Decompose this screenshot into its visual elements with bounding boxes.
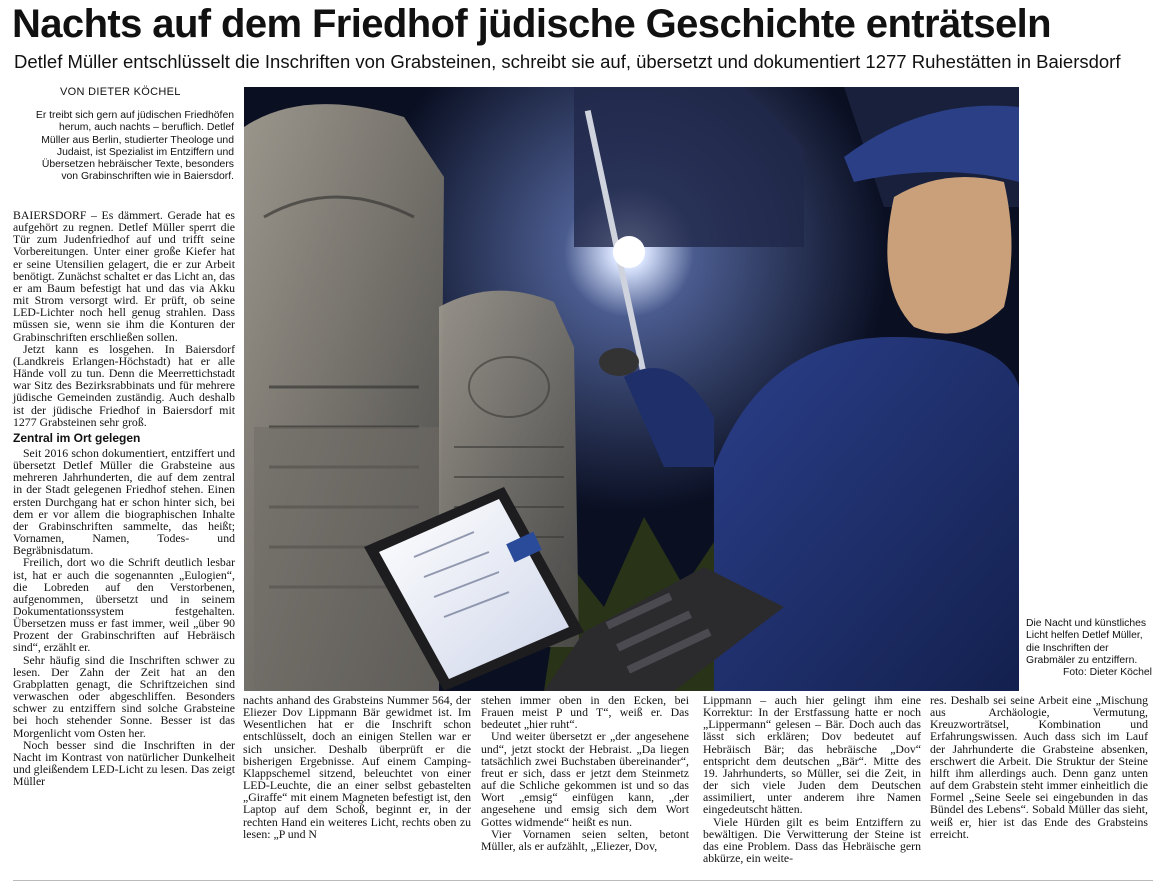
article-column-2 [243,694,471,840]
paragraph: res. Deshalb sei seine Arbeit eine „Mischung aus Archäologie, Vermutung, Kreuzworträtsel, Kombination und Erfahrungswissen. Auch dass sich im Lauf der Jahrhunderte die Grabsteine absenken, erschwert die Arbeit. Die Struktur der Steine hilft ihm allerdings auch. Denn ganz unten auf dem Grabstein steht immer einheitlich die Formel „Seine Seele sei eingebunden in das Bündel des Lebens“. Sobald Müller das sieht, weiß er, hier ist das Ende des Grabsteins erreicht. [930,693,1148,841]
byline: VON DIETER KÖCHEL [60,86,181,98]
paragraph: stehen immer oben in den Ecken, bei Frauen meist P und T“, weiß er. Das bedeutet „hier ruht“. [481,693,689,732]
article-column-5 [930,694,1148,840]
headline: Nachts auf dem Friedhof jüdische Geschichte enträtseln [12,2,1051,46]
article-column-4 [703,694,921,864]
paragraph: Vier Vornamen seien selten, betont Müller, als er aufzählt, „Eliezer, Dov, [481,826,689,853]
night-cemetery-photo [244,87,1019,691]
subheadline: Detlef Müller entschlüsselt die Inschriften von Grabsteinen, schreibt sie auf, übersetzt und dokumentiert 1277 Ruhestätten in Baiersdorf [14,51,1121,72]
article-column-3 [481,694,689,852]
bottom-rule [13,880,1153,881]
paragraph: Seit 2016 schon dokumentiert, entziffert und übersetzt Detlef Müller die Grabsteine aus mehreren Jahrhunderten, die auf dem zentral in der Stadt gelegenen Friedhof stehen. Einen ersten Durchgang hat er schon hinter sich, bei dem er vor allem die biographischen Inhalte der Grabinschriften sammelte, das heißt; Vornamen, Namen, Todes- und Begräbnisdatum. [13,445,235,558]
paragraph: nachts anhand des Grabsteins Nummer 564, der Eliezer Dov Lippmann Bär gewidmet ist. Im Wesentlichen hat er die Inschrift schon entschlüsselt, doch an einigen Stellen war er sich unsicher. Deshalb überprüft er die bisherigen Ergebnisse. Auf einem Camping-Klappschemel sitzend, beleuchtet von einer LED-Leuchte, die an einer selbst gebastelten „Giraffe“ mit einem Magneten befestigt ist, den Laptop auf dem Schoß, beginnt er, in der rechten Hand ein weiteres Licht, rechts oben zu lesen: „P und N [243,693,471,841]
photo-caption [1026,618,1152,679]
article-photo [244,87,1019,691]
photo-credit: Foto: Dieter Köchel [1063,667,1152,679]
paragraph: Viele Hürden gilt es beim Entziffern zu bewältigen. Die Verwitterung der Steine ist das eine Problem. Dass das Hebräische gern abkürze, ein weite- [703,814,921,866]
paragraph: Freilich, dort wo die Schrift deutlich lesbar ist, hat er auch die sogenannten „Eulogien“, die Lobreden auf den Verstorbenen, aufgenommen, übersetzt und in seinem Dokumentationssystem festgehalten. Übersetzen muss er fast immer, weil „über 90 Prozent der Grabinschriften auf Hebräisch sind“, erzählt er. [13,555,235,655]
paragraph: Sehr häufig sind die Inschriften schwer zu lesen. Der Zahn der Zeit hat an den Grabplatten genagt, die Schriftzeichen sind verwaschen oder abgeschliffen. Besonders schwer zu entziffern sind solche Grabsteine bei hoch stehender Sonne. Besser ist das Morgenlicht vom Osten her. [13,652,235,740]
paragraph: BAIERSDORF – Es dämmert. Gerade hat es aufgehört zu regnen. Detlef Müller sperrt die Tür zum Judenfriedhof auf und trifft seine Vorbereitungen. Unter einer große Kiefer hat er seine Utensilien gelagert, die er zur Arbeit benötigt. Zunächst schaltet er das Licht an, das er am Baum befestigt hat und das via Akku mit Strom versorgt wird. Er prüft, ob seine LED-Lichter noch hell genug strahlen. Dass müssen sie, wenn sie ihm die Konturen der Grabinschriften erschließen sollen. [13,208,235,344]
section-subhead: Zentral im Ort gelegen [13,430,141,445]
paragraph: Und weiter übersetzt er „der angesehene und“, jetzt stockt der Hebraist. „Da liegen tatsächlich zwei Buchstaben übereinander“, freut er sich, dass er jetzt dem Steinmetz auf die Schliche gekommen ist und so das Wort „emsig“ einfügen kann, „der angesehene und emsig sich dem Wort Gottes widmende“ heißt es nun. [481,729,689,829]
article-column-1 [13,209,235,787]
caption-text: Die Nacht und künstliches Licht helfen Detlef Müller, die Inschriften der Grabmäler zu entziffern. [1026,618,1147,666]
teaser-text: Er treibt sich gern auf jüdischen Friedhöfen herum, auch nachts – beruflich. Detlef Müller aus Berlin, studierter Theologe und Judaist, ist Spezialist im Entziffern und Übersetzen hebräischer Texte, besonders von Grabinschriften wie in Baiersdorf. [35,110,234,183]
paragraph: Noch besser sind die Inschriften in der Nacht im Kontrast von natürlicher Dunkelheit und gleißendem LED-Licht zu lesen. Das zeigt Müller [13,737,235,789]
paragraph: Jetzt kann es losgehen. In Baiersdorf (Landkreis Erlangen-Höchstadt) hat er alle Hände voll zu tun. Denn die Meerrettichstadt war Sitz des Bezirksrabbinats und für mehrere jüdische Gemeinden zuständig. Auch deshalb ist der jüdische Friedhof in Baiersdorf mit 1277 Grabsteinen sehr groß. [13,341,235,429]
paragraph: Lippmann – auch hier gelingt ihm eine Korrektur: In der Erstfassung hatte er noch „Lippermann“ gelesen – Bär. Doch auch das lässt sich erklären; Dov bedeutet auf Hebräisch Bär; das hebräische „Dov“ entspricht dem deutschen „Bär“. Mitte des 19. Jahrhunderts, so Müller, sei die Zeit, in der sich viele Juden dem Deutschen assimiliert, unter anderem ihre Namen eingedeutscht hätten. [703,693,921,817]
